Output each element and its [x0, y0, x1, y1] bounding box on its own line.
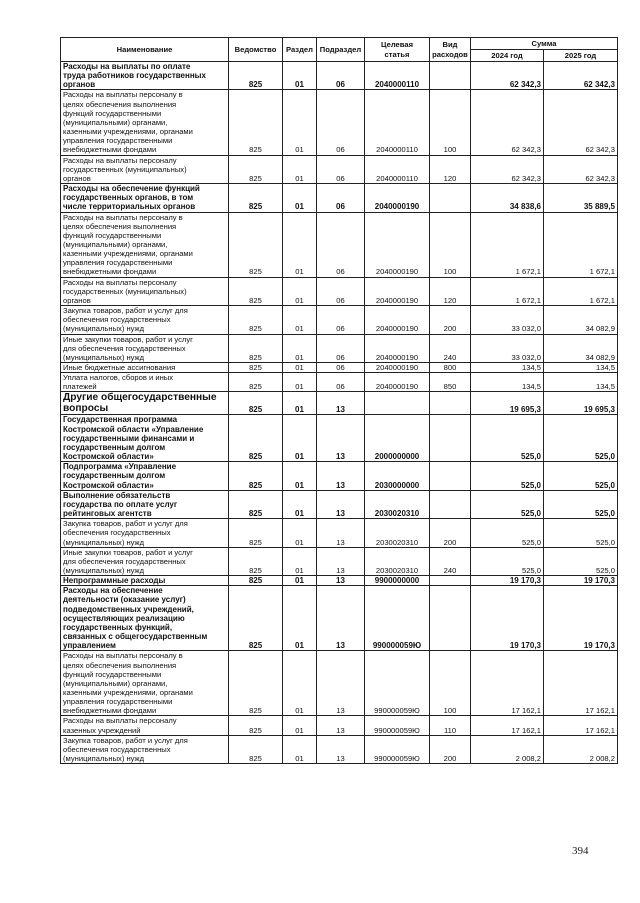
cell-section: 01 — [283, 155, 317, 183]
cell-name: Закупка товаров, работ и услуг для обеспечения государственных (муниципальных) нужд — [61, 519, 229, 547]
cell-article: 2030020310 — [365, 490, 430, 518]
header-exp-type: Вид расходов — [430, 38, 471, 62]
table-row — [61, 155, 618, 183]
cell-section: 01 — [283, 90, 317, 155]
cell-exp-type: 850 — [430, 373, 471, 392]
cell-sum-2024: 33 032,0 — [471, 334, 544, 362]
table-row — [61, 716, 618, 735]
cell-section: 01 — [283, 651, 317, 716]
table-row — [61, 490, 618, 518]
cell-dept: 825 — [229, 306, 283, 334]
header-section: Раздел — [283, 38, 317, 62]
cell-sum-2025: 62 342,3 — [544, 155, 618, 183]
cell-name: Другие общегосударственные вопросы — [61, 392, 229, 415]
cell-sum-2024: 525,0 — [471, 490, 544, 518]
table-row — [61, 392, 618, 415]
cell-dept: 825 — [229, 363, 283, 373]
cell-section: 01 — [283, 462, 317, 490]
cell-subsection: 06 — [317, 155, 365, 183]
cell-section: 01 — [283, 576, 317, 586]
cell-article: 2040000110 — [365, 155, 430, 183]
cell-section: 01 — [283, 519, 317, 547]
cell-sum-2025: 62 342,3 — [544, 62, 618, 90]
cell-exp-type: 100 — [430, 90, 471, 155]
cell-sum-2024: 1 672,1 — [471, 212, 544, 277]
cell-name: Расходы на выплаты по оплате труда работников государственных органов — [61, 62, 229, 90]
cell-subsection: 13 — [317, 576, 365, 586]
table-row — [61, 519, 618, 547]
table-row — [61, 415, 618, 462]
cell-article: 990000059Ю — [365, 716, 430, 735]
table-row — [61, 184, 618, 212]
table-row — [61, 576, 618, 586]
cell-subsection: 13 — [317, 735, 365, 763]
table-row — [61, 373, 618, 392]
cell-exp-type: 240 — [430, 547, 471, 575]
cell-sum-2025: 525,0 — [544, 519, 618, 547]
cell-article: 2000000000 — [365, 415, 430, 462]
cell-dept: 825 — [229, 547, 283, 575]
cell-sum-2024: 19 170,3 — [471, 576, 544, 586]
cell-exp-type: 240 — [430, 334, 471, 362]
cell-article: 2040000110 — [365, 62, 430, 90]
header-name: Наименование — [61, 38, 229, 62]
table-row — [61, 651, 618, 716]
cell-section: 01 — [283, 716, 317, 735]
cell-article: 2030020310 — [365, 547, 430, 575]
cell-sum-2025: 134,5 — [544, 373, 618, 392]
cell-article: 2040000190 — [365, 334, 430, 362]
cell-name: Уплата налогов, сборов и иных платежей — [61, 373, 229, 392]
cell-sum-2024: 19 695,3 — [471, 392, 544, 415]
cell-name: Расходы на выплаты персоналу государственных (муниципальных) органов — [61, 155, 229, 183]
cell-sum-2024: 62 342,3 — [471, 155, 544, 183]
cell-sum-2025: 525,0 — [544, 547, 618, 575]
cell-section: 01 — [283, 415, 317, 462]
table-row — [61, 90, 618, 155]
cell-article: 2040000190 — [365, 306, 430, 334]
cell-name: Расходы на выплаты персоналу в целях обеспечения выполнения функций государственными (муниципальными) органами, казенными учреждениями, органами управления государственными внебюджетными фондами — [61, 212, 229, 277]
cell-name: Закупка товаров, работ и услуг для обеспечения государственных (муниципальных) нужд — [61, 735, 229, 763]
cell-exp-type — [430, 392, 471, 415]
cell-sum-2024: 34 838,6 — [471, 184, 544, 212]
cell-dept: 825 — [229, 490, 283, 518]
cell-exp-type: 200 — [430, 519, 471, 547]
table-body — [61, 62, 618, 764]
cell-sum-2025: 35 889,5 — [544, 184, 618, 212]
cell-sum-2025: 19 170,3 — [544, 586, 618, 651]
cell-name: Подпрограмма «Управление государственным долгом Костромской области» — [61, 462, 229, 490]
cell-sum-2025: 17 162,1 — [544, 716, 618, 735]
cell-article: 9900000000 — [365, 576, 430, 586]
cell-section: 01 — [283, 373, 317, 392]
cell-section: 01 — [283, 363, 317, 373]
cell-sum-2024: 1 672,1 — [471, 277, 544, 305]
cell-subsection: 13 — [317, 586, 365, 651]
cell-sum-2024: 19 170,3 — [471, 586, 544, 651]
page-number: 394 — [572, 845, 589, 857]
cell-name: Иные закупки товаров, работ и услуг для обеспечения государственных (муниципальных) нужд — [61, 547, 229, 575]
cell-subsection: 06 — [317, 306, 365, 334]
cell-dept: 825 — [229, 735, 283, 763]
cell-article: 2040000190 — [365, 373, 430, 392]
cell-sum-2024: 62 342,3 — [471, 62, 544, 90]
cell-subsection: 13 — [317, 716, 365, 735]
cell-subsection: 13 — [317, 490, 365, 518]
cell-article: 2030020310 — [365, 519, 430, 547]
cell-dept: 825 — [229, 651, 283, 716]
cell-sum-2024: 134,5 — [471, 363, 544, 373]
header-article: Целевая статья — [365, 38, 430, 62]
cell-section: 01 — [283, 586, 317, 651]
cell-section: 01 — [283, 392, 317, 415]
cell-dept: 825 — [229, 519, 283, 547]
cell-sum-2024: 525,0 — [471, 519, 544, 547]
cell-name: Выполнение обязательств государства по оплате услуг рейтинговых агентств — [61, 490, 229, 518]
header-year-2024: 2024 год — [471, 50, 544, 62]
cell-exp-type — [430, 462, 471, 490]
cell-subsection: 06 — [317, 212, 365, 277]
cell-section: 01 — [283, 277, 317, 305]
cell-exp-type: 800 — [430, 363, 471, 373]
cell-article: 990000059Ю — [365, 586, 430, 651]
cell-sum-2024: 62 342,3 — [471, 90, 544, 155]
cell-exp-type — [430, 415, 471, 462]
cell-sum-2025: 525,0 — [544, 490, 618, 518]
table-row — [61, 212, 618, 277]
cell-section: 01 — [283, 490, 317, 518]
cell-subsection: 06 — [317, 277, 365, 305]
cell-name: Государственная программа Костромской области «Управление государственными финансами и государственным долгом Костромской области» — [61, 415, 229, 462]
cell-exp-type: 120 — [430, 155, 471, 183]
cell-exp-type — [430, 184, 471, 212]
cell-article — [365, 392, 430, 415]
cell-name: Расходы на обеспечение деятельности (оказание услуг) подведомственных учреждений, осуществляющих реализацию государственных функций, связанных с общегосударственным управлением — [61, 586, 229, 651]
cell-article: 990000059Ю — [365, 651, 430, 716]
cell-exp-type: 200 — [430, 735, 471, 763]
cell-article: 2040000190 — [365, 363, 430, 373]
cell-subsection: 06 — [317, 184, 365, 212]
cell-exp-type — [430, 490, 471, 518]
cell-name: Расходы на обеспечение функций государственных органов, в том числе территориальных органов — [61, 184, 229, 212]
header-year-2025: 2025 год — [544, 50, 618, 62]
cell-subsection: 13 — [317, 415, 365, 462]
cell-sum-2024: 17 162,1 — [471, 651, 544, 716]
cell-article: 2040000110 — [365, 90, 430, 155]
table-row — [61, 462, 618, 490]
cell-dept: 825 — [229, 415, 283, 462]
cell-sum-2024: 33 032,0 — [471, 306, 544, 334]
cell-sum-2024: 2 008,2 — [471, 735, 544, 763]
cell-article: 2040000190 — [365, 184, 430, 212]
cell-section: 01 — [283, 735, 317, 763]
cell-name: Закупка товаров, работ и услуг для обеспечения государственных (муниципальных) нужд — [61, 306, 229, 334]
cell-sum-2025: 2 008,2 — [544, 735, 618, 763]
cell-sum-2025: 1 672,1 — [544, 277, 618, 305]
cell-dept: 825 — [229, 62, 283, 90]
table-row — [61, 306, 618, 334]
cell-article: 2040000190 — [365, 212, 430, 277]
header-subsection: Подраздел — [317, 38, 365, 62]
header-dept: Ведомство — [229, 38, 283, 62]
cell-article: 990000059Ю — [365, 735, 430, 763]
table-row — [61, 586, 618, 651]
cell-subsection: 06 — [317, 62, 365, 90]
cell-subsection: 06 — [317, 363, 365, 373]
cell-subsection: 06 — [317, 334, 365, 362]
cell-sum-2025: 19 695,3 — [544, 392, 618, 415]
cell-sum-2024: 525,0 — [471, 462, 544, 490]
cell-name: Расходы на выплаты персоналу в целях обеспечения выполнения функций государственными (муниципальными) органами, казенными учреждениями, органами управления государственными внебюджетными фондами — [61, 90, 229, 155]
cell-subsection: 13 — [317, 462, 365, 490]
cell-sum-2025: 525,0 — [544, 462, 618, 490]
budget-sheet — [60, 37, 617, 764]
cell-sum-2024: 17 162,1 — [471, 716, 544, 735]
cell-dept: 825 — [229, 155, 283, 183]
cell-sum-2025: 17 162,1 — [544, 651, 618, 716]
cell-dept: 825 — [229, 90, 283, 155]
header-sum: Сумма — [471, 38, 618, 50]
cell-exp-type — [430, 576, 471, 586]
cell-dept: 825 — [229, 212, 283, 277]
cell-article: 2040000190 — [365, 277, 430, 305]
cell-subsection: 13 — [317, 651, 365, 716]
cell-name: Иные закупки товаров, работ и услуг для обеспечения государственных (муниципальных) нужд — [61, 334, 229, 362]
cell-dept: 825 — [229, 576, 283, 586]
cell-name: Иные бюджетные ассигнования — [61, 363, 229, 373]
cell-dept: 825 — [229, 277, 283, 305]
cell-sum-2024: 525,0 — [471, 547, 544, 575]
cell-sum-2025: 1 672,1 — [544, 212, 618, 277]
table-row — [61, 547, 618, 575]
cell-dept: 825 — [229, 373, 283, 392]
cell-sum-2025: 34 082,9 — [544, 334, 618, 362]
cell-subsection: 06 — [317, 373, 365, 392]
cell-exp-type: 100 — [430, 212, 471, 277]
cell-sum-2025: 34 082,9 — [544, 306, 618, 334]
cell-section: 01 — [283, 184, 317, 212]
cell-dept: 825 — [229, 392, 283, 415]
cell-sum-2025: 19 170,3 — [544, 576, 618, 586]
cell-exp-type — [430, 586, 471, 651]
cell-sum-2024: 134,5 — [471, 373, 544, 392]
cell-subsection: 13 — [317, 519, 365, 547]
table-row — [61, 334, 618, 362]
cell-dept: 825 — [229, 334, 283, 362]
cell-exp-type — [430, 62, 471, 90]
cell-dept: 825 — [229, 716, 283, 735]
cell-subsection: 13 — [317, 547, 365, 575]
cell-section: 01 — [283, 212, 317, 277]
cell-subsection: 06 — [317, 90, 365, 155]
cell-section: 01 — [283, 62, 317, 90]
cell-sum-2025: 525,0 — [544, 415, 618, 462]
cell-sum-2025: 134,5 — [544, 363, 618, 373]
cell-name: Расходы на выплаты персоналу государственных (муниципальных) органов — [61, 277, 229, 305]
cell-section: 01 — [283, 547, 317, 575]
cell-dept: 825 — [229, 462, 283, 490]
cell-dept: 825 — [229, 586, 283, 651]
cell-sum-2025: 62 342,3 — [544, 90, 618, 155]
budget-table — [60, 37, 618, 764]
cell-exp-type: 200 — [430, 306, 471, 334]
table-header — [61, 38, 618, 62]
table-row — [61, 735, 618, 763]
cell-section: 01 — [283, 334, 317, 362]
cell-section: 01 — [283, 306, 317, 334]
cell-dept: 825 — [229, 184, 283, 212]
table-row — [61, 363, 618, 373]
cell-name: Расходы на выплаты персоналу казенных учреждений — [61, 716, 229, 735]
cell-article: 2030000000 — [365, 462, 430, 490]
cell-exp-type: 100 — [430, 651, 471, 716]
cell-exp-type: 120 — [430, 277, 471, 305]
table-row — [61, 62, 618, 90]
cell-name: Непрограммные расходы — [61, 576, 229, 586]
cell-exp-type: 110 — [430, 716, 471, 735]
table-row — [61, 277, 618, 305]
cell-subsection: 13 — [317, 392, 365, 415]
cell-sum-2024: 525,0 — [471, 415, 544, 462]
cell-name: Расходы на выплаты персоналу в целях обеспечения выполнения функций государственными (муниципальными) органами, казенными учреждениями, органами управления государственными внебюджетными фондами — [61, 651, 229, 716]
